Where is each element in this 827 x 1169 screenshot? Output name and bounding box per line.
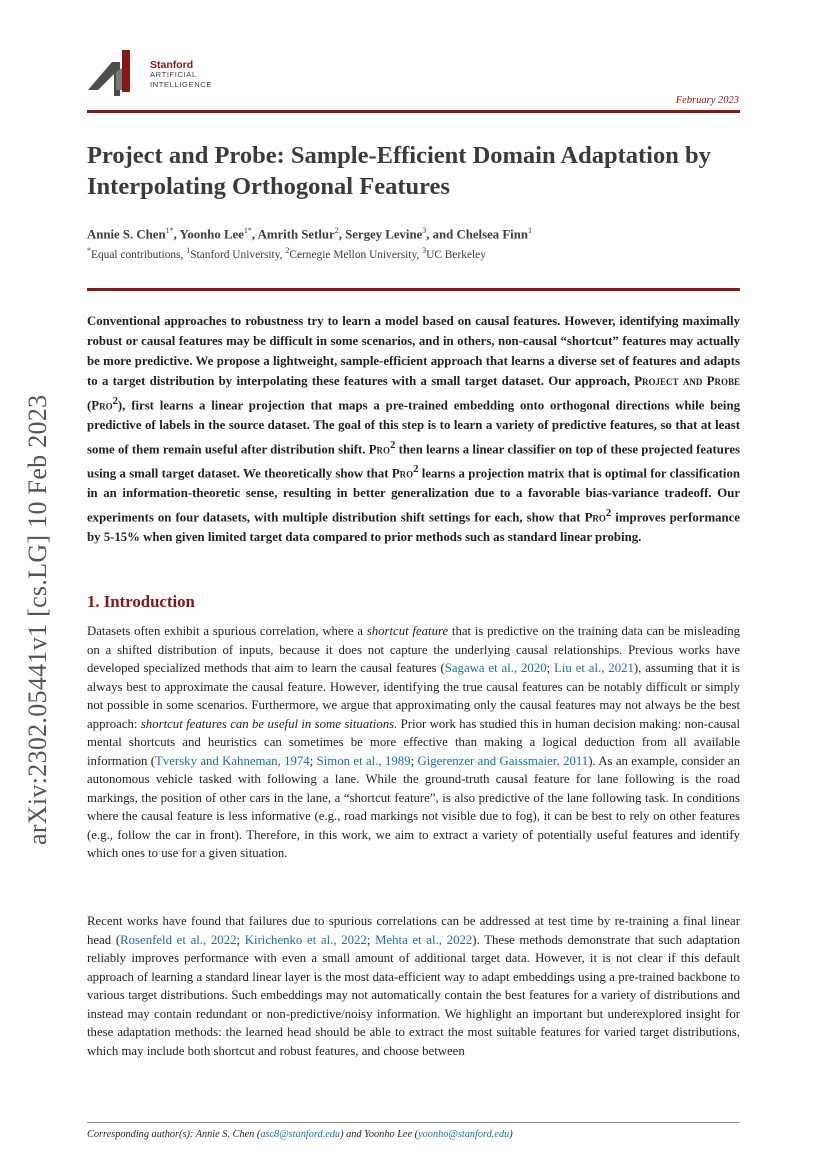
- method-abbrev-sup: 2: [390, 439, 396, 451]
- intro-paragraph-2: [87, 912, 740, 1060]
- abstract-text: Conventional approaches to robustness try to learn a model based on causal features. However, identifying maximally robust or causal features may be difficult in some scenarios, and in others, non-causal “shortcut” features may actually be more predictive. We propose a lightweight, sample-efficient approach that learns a diverse set of features and adapts to a target distribution by interpolating these features with a small target dataset. Our approach,: [87, 314, 740, 388]
- author-separator: , and: [426, 227, 457, 242]
- author-list: [87, 226, 532, 242]
- section-heading-introduction: 1. Introduction: [87, 592, 195, 611]
- affil-berkeley: UC Berkeley: [426, 248, 486, 261]
- logo-line-intelligence: INTELLIGENCE: [150, 80, 213, 89]
- stanford-ai-logo-mark: [88, 50, 150, 101]
- body-text: ). As an example, consider an autonomous vehicle tasked with following a lane. While the ground-truth causal feature for lane following is the road markings, the position of other cars in the lane, a “shortcut feature”, is also predictive of the lane following task. In conditions where the causal feature is less informative (e.g., road markings not visible due to fog), it can be best to rely on other features (e.g., follow the car in front). Therefore, in this work, we aim to extract a variety of potentially useful features and identify which ones to use for a given situation.: [87, 753, 740, 860]
- author-name: Sergey Levine: [345, 227, 423, 242]
- citation-link[interactable]: Simon et al., 1989: [316, 753, 411, 768]
- body-text: ;: [410, 753, 418, 768]
- stanford-ai-logo-text: [150, 60, 212, 90]
- affil-marker: 1: [186, 246, 191, 255]
- method-abbrev: Pro: [391, 466, 414, 481]
- citation-link[interactable]: Rosenfeld et al., 2022: [120, 932, 237, 947]
- abstract-text: then learns a linear classifier on top of these projected features using a small target dataset. We theoretically show that: [87, 441, 740, 481]
- abstract-text: learns a projection matrix that is optimal for classification in an information-theoretic sense, resulting in better generalization due to a favorable bias-variance tradeoff. Our experiments on four datasets, with multiple distribution shift settings for each, show that: [87, 466, 740, 525]
- affil-stanford: Stanford University,: [190, 248, 286, 261]
- author-separator: ,: [338, 227, 346, 242]
- body-text: ;: [236, 932, 245, 947]
- abstract-text: (: [87, 397, 92, 412]
- affil-marker: *: [87, 246, 91, 255]
- paper-title: Project and Probe: Sample-Efficient Domain Adaptation by Interpolating Orthogonal Features: [87, 142, 711, 200]
- method-abbrev-sup: 2: [413, 463, 419, 475]
- body-text: ;: [546, 661, 555, 675]
- author-separator: ,: [173, 227, 180, 242]
- emphasis: shortcut features can be useful in some situations.: [140, 716, 398, 731]
- footer-text: ) and Yoonho Lee (: [340, 1129, 419, 1140]
- author-name: Annie S. Chen: [87, 227, 166, 242]
- citation-link[interactable]: Sagawa et al., 2020: [444, 661, 547, 675]
- affil-marker: 2: [285, 246, 290, 255]
- footer-rule: [87, 1122, 740, 1123]
- header-rule: [87, 110, 740, 113]
- footer-text: ): [509, 1129, 513, 1140]
- email-link[interactable]: asc8@stanford.edu: [260, 1129, 341, 1140]
- body-text: Recent works have found that failures due to spurious correlations can be addressed at test time by re-training a final linear head (: [87, 914, 740, 947]
- method-abbrev: Pro: [584, 510, 606, 525]
- footer-text: Corresponding author(s): Annie S. Chen (: [87, 1129, 261, 1140]
- affil-marker: 3: [422, 246, 427, 255]
- body-text: that is predictive on the training data can be misleading on a shifted distribution of inputs, because it does not capture the underlying causal relationships. Previous works have developed specialized methods that aim to learn the causal features (: [87, 624, 741, 675]
- citation-link[interactable]: Gigerenzer and Gaissmaier, 2011: [417, 753, 589, 768]
- body-text: ). These methods demonstrate that such adaptation reliably improves performance with even a small amount of additional target data. However, it is not clear if this default approach of learning a standard linear layer is the most data-efficient way to adapt embeddings using a pre-trained backbone to various target distributions. Such embeddings may not automatically contain the best features for a variety of distributions and instead may contain redundant or non-predictive/noisy information. We highlight an important but underexplored insight for these adaptation methods: the learned head should be able to extract the most suitable features for varied target distributions, which may include both shortcut and robust features, and choose between: [87, 932, 740, 1058]
- method-abbrev: Pro: [368, 441, 391, 456]
- method-name: Project and Probe: [634, 373, 740, 388]
- abstract-text: ), first learns a linear projection that maps a pre-trained embedding onto orthogonal directions while being predictive of labels in the source dataset. The goal of this step is to learn a variety of predictive features, so that at least some of them remain useful after distribution shift.: [87, 397, 740, 456]
- affil-cmu: Cernegie Mellon University,: [289, 248, 423, 261]
- citation-link[interactable]: Mehta et al., 2022: [375, 932, 473, 947]
- logo-line-artificial: ARTIFICIAL: [150, 70, 197, 79]
- method-abbrev-sup: 2: [112, 395, 118, 407]
- citation-link[interactable]: Liu et al., 2021: [554, 661, 634, 675]
- title-rule: [87, 288, 740, 291]
- arxiv-identifier: arXiv:2302.05441v1 [cs.LG] 10 Feb 2023: [23, 394, 52, 845]
- abstract-text: improves performance by 5-15% when given limited target data compared to prior methods such as standard linear probing.: [87, 510, 740, 545]
- publication-date: February 2023: [675, 95, 739, 106]
- author-affil-marker: 1*: [243, 226, 252, 235]
- body-text: Prior work has studied this in human decision making: non-causal mental shortcuts and heuristics can sometimes be more effective than making a logical deduction from all available information (: [87, 716, 741, 768]
- body-text: ;: [309, 753, 317, 768]
- author-affil-marker: 3: [422, 226, 427, 235]
- body-text: ;: [366, 932, 376, 947]
- body-text: ), assuming that it is always best to approximate the causal feature. However, identifying the true causal features can be notably difficult or simply not possible in some scenarios. Furthermore, we argue that approximating only the causal features may not always be the best approach:: [87, 661, 741, 731]
- author-affil-marker: 1*: [165, 226, 174, 235]
- author-affil-marker: 1: [527, 226, 532, 235]
- author-separator: ,: [251, 227, 258, 242]
- citation-link[interactable]: Kirichenko et al., 2022: [244, 932, 367, 947]
- author-name: Yoonho Lee: [179, 227, 244, 242]
- method-abbrev-sup: 2: [605, 507, 612, 519]
- intro-paragraph-1: [87, 622, 740, 863]
- corresponding-authors: [87, 1129, 513, 1140]
- email-link[interactable]: yoonho@stanford.edu: [418, 1129, 510, 1140]
- citation-link[interactable]: Tversky and Kahneman, 1974: [155, 753, 310, 768]
- emphasis: shortcut feature: [366, 624, 449, 638]
- method-abbrev: Pro: [91, 397, 113, 412]
- affil-equal: Equal contributions,: [91, 248, 187, 261]
- affiliations: [87, 246, 486, 261]
- logo-brand: Stanford: [150, 59, 194, 71]
- author-name: Chelsea Finn: [456, 227, 528, 242]
- author-name: Amrith Setlur: [257, 227, 335, 242]
- body-text: Datasets often exhibit a spurious correlation, where a: [87, 624, 367, 638]
- abstract: [87, 312, 740, 548]
- author-affil-marker: 2: [334, 226, 339, 235]
